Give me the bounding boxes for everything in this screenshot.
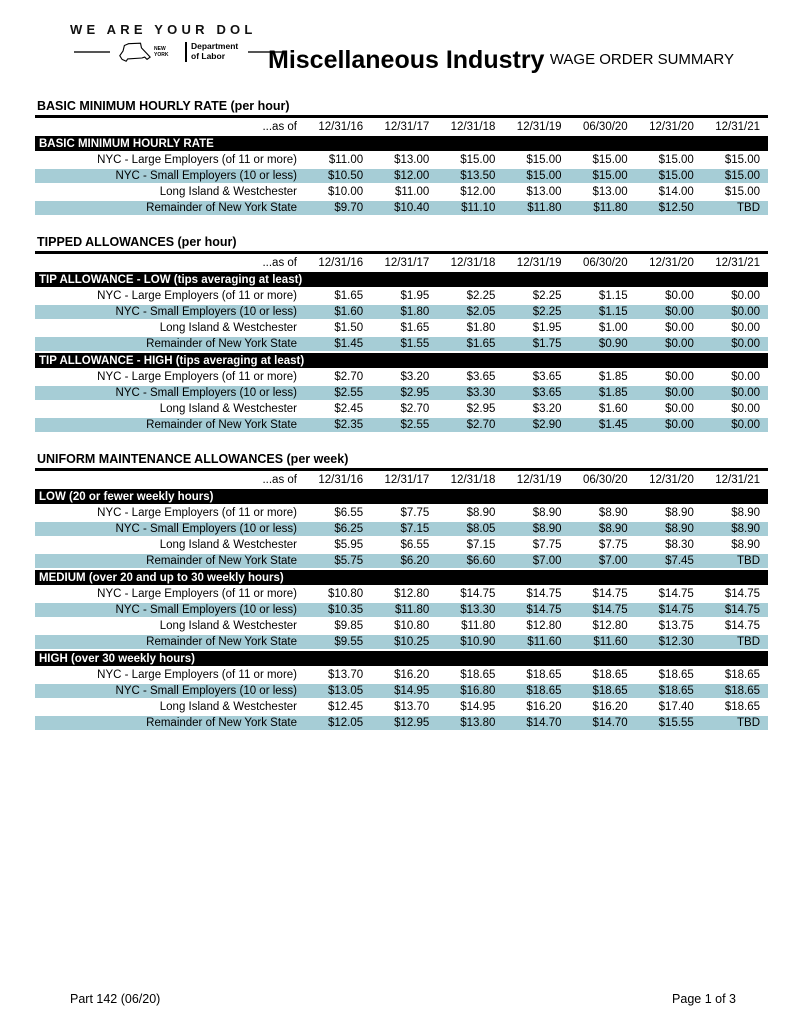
rate-value: $13.00 — [570, 185, 636, 199]
rate-value: $1.45 — [570, 418, 636, 432]
rate-value: $15.00 — [503, 169, 569, 183]
row-label: Remainder of New York State — [35, 554, 305, 568]
rate-value: $10.90 — [437, 635, 503, 649]
rate-value: $14.70 — [570, 716, 636, 730]
rate-value: $14.75 — [636, 603, 702, 617]
rate-value: $18.65 — [570, 684, 636, 698]
rate-value: $2.70 — [305, 370, 371, 384]
rate-value: $13.00 — [371, 153, 437, 167]
rate-value: $2.45 — [305, 402, 371, 416]
table-row — [35, 201, 768, 215]
rate-value: $14.75 — [503, 603, 569, 617]
rate-value: $1.45 — [305, 337, 371, 351]
category-band-row — [35, 651, 768, 666]
table-row — [35, 153, 768, 167]
rate-value: $1.00 — [570, 321, 636, 335]
rate-value: TBD — [702, 201, 768, 215]
rate-value: $12.50 — [636, 201, 702, 215]
row-label: Remainder of New York State — [35, 418, 305, 432]
rate-value: $18.65 — [702, 668, 768, 682]
rate-value: $16.20 — [503, 700, 569, 714]
rate-value: $18.65 — [503, 668, 569, 682]
date-column-header: 12/31/19 — [516, 257, 562, 269]
row-label: Remainder of New York State — [35, 716, 305, 730]
row-label: Remainder of New York State — [35, 201, 305, 215]
logo-tagline: WE ARE YOUR DOL — [70, 22, 257, 37]
rate-value: $8.90 — [702, 506, 768, 520]
rate-value: $11.60 — [570, 635, 636, 649]
rate-value: $1.65 — [371, 321, 437, 335]
date-column-header: 12/31/17 — [384, 121, 430, 133]
page-footer — [70, 992, 736, 1006]
table-row — [35, 716, 768, 730]
rate-value: $2.55 — [371, 418, 437, 432]
rate-value: $0.90 — [570, 337, 636, 351]
as-of-label: ...as of — [262, 257, 297, 269]
table-row — [35, 305, 768, 319]
rate-value: $11.80 — [371, 603, 437, 617]
row-label: NYC - Large Employers (of 11 or more) — [35, 587, 305, 601]
rate-value: $7.75 — [371, 506, 437, 520]
rate-value: $0.00 — [702, 418, 768, 432]
category-band-row — [35, 272, 768, 287]
table-row — [35, 522, 768, 536]
date-column-header: 06/30/20 — [582, 121, 628, 133]
sections-container — [35, 99, 768, 750]
category-band-label: BASIC MINIMUM HOURLY RATE — [35, 136, 768, 151]
rate-value: $6.20 — [371, 554, 437, 568]
rate-value: $2.90 — [503, 418, 569, 432]
rate-value: $1.60 — [305, 305, 371, 319]
rate-value: $11.60 — [503, 635, 569, 649]
rate-value: $8.30 — [636, 538, 702, 552]
rate-value: $1.15 — [570, 289, 636, 303]
rate-value: $10.40 — [371, 201, 437, 215]
rate-value: $11.80 — [437, 619, 503, 633]
rate-value: $15.55 — [636, 716, 702, 730]
rate-value: $15.00 — [570, 169, 636, 183]
logo-divider — [185, 42, 187, 62]
rate-value: $7.75 — [503, 538, 569, 552]
rate-value: $1.75 — [503, 337, 569, 351]
rate-value: $1.85 — [570, 370, 636, 384]
rate-value: $15.00 — [702, 153, 768, 167]
rate-value: $18.65 — [702, 684, 768, 698]
row-label: NYC - Large Employers (of 11 or more) — [35, 153, 305, 167]
date-column-header: 12/31/16 — [318, 474, 364, 486]
rate-value: $1.55 — [371, 337, 437, 351]
as-of-label: ...as of — [262, 121, 297, 133]
rate-value: $13.80 — [437, 716, 503, 730]
rate-value: $15.00 — [570, 153, 636, 167]
rate-value: $8.90 — [702, 522, 768, 536]
category-band-label: TIP ALLOWANCE - HIGH (tips averaging at least) — [35, 353, 768, 368]
rate-value: $1.65 — [305, 289, 371, 303]
rate-value: $10.80 — [371, 619, 437, 633]
section-title: TIPPED ALLOWANCES (per hour) — [37, 235, 237, 249]
rate-value: $15.00 — [702, 185, 768, 199]
rate-value: $14.75 — [570, 587, 636, 601]
table-row — [35, 635, 768, 649]
rate-value: $11.00 — [305, 153, 371, 167]
logo-department-label — [191, 42, 238, 62]
footer-part-number: Part 142 (06/20) — [70, 992, 161, 1006]
row-label: NYC - Small Employers (10 or less) — [35, 386, 305, 400]
rate-value: $2.05 — [437, 305, 503, 319]
rate-value: $12.30 — [636, 635, 702, 649]
date-column-header: 12/31/18 — [450, 257, 496, 269]
rate-value: $8.90 — [636, 506, 702, 520]
rate-value: $8.90 — [570, 506, 636, 520]
wage-table — [35, 471, 768, 732]
rate-value: $8.90 — [503, 506, 569, 520]
table-row — [35, 418, 768, 432]
category-band-label: LOW (20 or fewer weekly hours) — [35, 489, 768, 504]
rate-value: TBD — [702, 554, 768, 568]
rate-value: $3.65 — [437, 370, 503, 384]
rate-value: $12.95 — [371, 716, 437, 730]
rate-value: $6.60 — [437, 554, 503, 568]
rate-value: $15.00 — [636, 153, 702, 167]
row-label: NYC - Large Employers (of 11 or more) — [35, 506, 305, 520]
rate-value: $12.45 — [305, 700, 371, 714]
as-of-label: ...as of — [262, 474, 297, 486]
rate-value: $8.90 — [570, 522, 636, 536]
rate-value: $0.00 — [636, 370, 702, 384]
row-label: NYC - Small Employers (10 or less) — [35, 684, 305, 698]
section-title: UNIFORM MAINTENANCE ALLOWANCES (per week) — [37, 452, 349, 466]
row-label: NYC - Large Employers (of 11 or more) — [35, 289, 305, 303]
row-label: Remainder of New York State — [35, 635, 305, 649]
rate-value: $18.65 — [437, 668, 503, 682]
rate-value: $0.00 — [702, 321, 768, 335]
table-row — [35, 668, 768, 682]
rate-value: $7.45 — [636, 554, 702, 568]
rate-value: $12.00 — [371, 169, 437, 183]
date-column-header: 12/31/19 — [516, 474, 562, 486]
rate-value: $8.90 — [437, 506, 503, 520]
rate-value: $13.70 — [371, 700, 437, 714]
rate-value: $10.35 — [305, 603, 371, 617]
rate-value: $3.20 — [503, 402, 569, 416]
row-label: Long Island & Westchester — [35, 538, 305, 552]
logo-state-label-text: NEW YORK — [154, 45, 169, 58]
rate-value: $16.80 — [437, 684, 503, 698]
rate-value: $14.75 — [702, 619, 768, 633]
rate-value: $2.70 — [371, 402, 437, 416]
rate-value: $18.65 — [636, 684, 702, 698]
rate-value: $13.05 — [305, 684, 371, 698]
rate-value: $10.25 — [371, 635, 437, 649]
table-row — [35, 603, 768, 617]
table-row — [35, 370, 768, 384]
logo-state-label — [154, 46, 181, 59]
rate-value: $6.25 — [305, 522, 371, 536]
rate-value: $8.05 — [437, 522, 503, 536]
table-row — [35, 619, 768, 633]
rate-value: $2.70 — [437, 418, 503, 432]
rate-value: $11.00 — [371, 185, 437, 199]
date-column-header: 06/30/20 — [582, 474, 628, 486]
rate-value: TBD — [702, 716, 768, 730]
table-row — [35, 587, 768, 601]
row-label: Long Island & Westchester — [35, 185, 305, 199]
date-column-header: 12/31/18 — [450, 474, 496, 486]
rate-value: $18.65 — [702, 700, 768, 714]
rate-value: $13.70 — [305, 668, 371, 682]
rate-value: $14.75 — [636, 587, 702, 601]
rate-value: $1.85 — [570, 386, 636, 400]
row-label: Long Island & Westchester — [35, 700, 305, 714]
category-band-row — [35, 489, 768, 504]
rate-value: $17.40 — [636, 700, 702, 714]
rate-value: $5.95 — [305, 538, 371, 552]
ny-state-icon — [118, 40, 152, 64]
rate-value: $0.00 — [636, 418, 702, 432]
rate-value: $10.50 — [305, 169, 371, 183]
date-column-header: 12/31/19 — [516, 121, 562, 133]
table-row — [35, 538, 768, 552]
rate-value: $2.55 — [305, 386, 371, 400]
row-label: NYC - Small Employers (10 or less) — [35, 305, 305, 319]
rate-value: $1.60 — [570, 402, 636, 416]
rate-value: $0.00 — [702, 289, 768, 303]
rate-value: TBD — [702, 635, 768, 649]
rate-value: $3.20 — [371, 370, 437, 384]
row-label: Long Island & Westchester — [35, 321, 305, 335]
table-row — [35, 684, 768, 698]
date-column-header: 12/31/21 — [715, 121, 760, 133]
rate-value: $3.65 — [503, 386, 569, 400]
rate-value: $15.00 — [437, 153, 503, 167]
table-row — [35, 289, 768, 303]
row-label: NYC - Small Employers (10 or less) — [35, 522, 305, 536]
rate-value: $1.50 — [305, 321, 371, 335]
rate-value: $0.00 — [636, 386, 702, 400]
rate-value: $1.65 — [437, 337, 503, 351]
rate-value: $14.75 — [437, 587, 503, 601]
date-column-header: 12/31/16 — [318, 257, 364, 269]
rate-value: $14.00 — [636, 185, 702, 199]
date-header-row — [35, 473, 768, 487]
rate-value: $15.00 — [636, 169, 702, 183]
table-row — [35, 386, 768, 400]
rate-value: $1.80 — [437, 321, 503, 335]
rate-value: $14.95 — [437, 700, 503, 714]
row-label: NYC - Small Employers (10 or less) — [35, 603, 305, 617]
logo-department-line1: Department — [191, 41, 239, 52]
category-band-label: MEDIUM (over 20 and up to 30 weekly hours) — [35, 570, 768, 585]
table-row — [35, 554, 768, 568]
dol-logo — [70, 22, 284, 64]
rate-value: $7.00 — [503, 554, 569, 568]
category-band-label: TIP ALLOWANCE - LOW (tips averaging at least) — [35, 272, 768, 287]
rate-value: $0.00 — [636, 289, 702, 303]
rate-value: $13.50 — [437, 169, 503, 183]
table-row — [35, 169, 768, 183]
rate-value: $1.95 — [503, 321, 569, 335]
rate-value: $14.75 — [570, 603, 636, 617]
rate-value: $11.10 — [437, 201, 503, 215]
rate-value: $1.15 — [570, 305, 636, 319]
document-subtitle: WAGE ORDER SUMMARY — [549, 51, 734, 68]
rate-value: $13.75 — [636, 619, 702, 633]
category-band-row — [35, 136, 768, 151]
rate-value: $9.85 — [305, 619, 371, 633]
rate-value: $2.25 — [503, 305, 569, 319]
rate-value: $1.95 — [371, 289, 437, 303]
date-column-header: 12/31/17 — [384, 474, 430, 486]
rate-value: $12.80 — [371, 587, 437, 601]
wage-section — [35, 452, 768, 732]
rate-value: $8.90 — [702, 538, 768, 552]
rate-value: $12.80 — [570, 619, 636, 633]
wage-table — [35, 254, 768, 434]
table-row — [35, 402, 768, 416]
rate-value: $3.30 — [437, 386, 503, 400]
rate-value: $14.75 — [503, 587, 569, 601]
rate-value: $12.00 — [437, 185, 503, 199]
date-column-header: 12/31/20 — [649, 257, 694, 269]
rate-value: $12.05 — [305, 716, 371, 730]
logo-row — [74, 40, 284, 64]
row-label: NYC - Small Employers (10 or less) — [35, 169, 305, 183]
rate-value: $15.00 — [503, 153, 569, 167]
rate-value: $0.00 — [636, 337, 702, 351]
rate-value: $14.75 — [702, 587, 768, 601]
rate-value: $0.00 — [702, 305, 768, 319]
rate-value: $14.95 — [371, 684, 437, 698]
category-band-row — [35, 353, 768, 368]
rate-value: $18.65 — [570, 668, 636, 682]
wage-table — [35, 118, 768, 217]
date-column-header: 12/31/20 — [649, 121, 694, 133]
rate-value: $0.00 — [702, 386, 768, 400]
row-label: NYC - Large Employers (of 11 or more) — [35, 370, 305, 384]
rate-value: $10.00 — [305, 185, 371, 199]
date-column-header: 12/31/21 — [715, 257, 760, 269]
rate-value: $5.75 — [305, 554, 371, 568]
rate-value: $2.95 — [371, 386, 437, 400]
rate-value: $9.70 — [305, 201, 371, 215]
table-row — [35, 185, 768, 199]
rate-value: $11.80 — [503, 201, 569, 215]
rate-value: $11.80 — [570, 201, 636, 215]
rate-value: $10.80 — [305, 587, 371, 601]
row-label: Long Island & Westchester — [35, 619, 305, 633]
rate-value: $15.00 — [702, 169, 768, 183]
rate-value: $0.00 — [702, 402, 768, 416]
date-column-header: 12/31/21 — [715, 474, 760, 486]
rate-value: $7.15 — [437, 538, 503, 552]
rate-value: $9.55 — [305, 635, 371, 649]
rate-value: $2.25 — [437, 289, 503, 303]
table-row — [35, 700, 768, 714]
rate-value: $18.65 — [503, 684, 569, 698]
row-label: NYC - Large Employers (of 11 or more) — [35, 668, 305, 682]
document-title: Miscellaneous Industry — [268, 46, 545, 74]
category-band-label: HIGH (over 30 weekly hours) — [35, 651, 768, 666]
rate-value: $13.00 — [503, 185, 569, 199]
logo-left-rule — [74, 51, 110, 53]
date-column-header: 06/30/20 — [582, 257, 628, 269]
rate-value: $14.75 — [702, 603, 768, 617]
date-column-header: 12/31/17 — [384, 257, 430, 269]
section-title: BASIC MINIMUM HOURLY RATE (per hour) — [37, 99, 290, 113]
footer-page-number: Page 1 of 3 — [672, 992, 736, 1006]
rate-value: $7.15 — [371, 522, 437, 536]
date-column-header: 12/31/18 — [450, 121, 496, 133]
table-row — [35, 321, 768, 335]
rate-value: $6.55 — [305, 506, 371, 520]
rate-value: $0.00 — [636, 402, 702, 416]
rate-value: $18.65 — [636, 668, 702, 682]
rate-value: $16.20 — [371, 668, 437, 682]
rate-value: $12.80 — [503, 619, 569, 633]
rate-value: $0.00 — [702, 337, 768, 351]
logo-department-line2: of Labor — [191, 51, 225, 61]
page-header — [0, 20, 800, 92]
rate-value: $0.00 — [636, 305, 702, 319]
rate-value: $2.95 — [437, 402, 503, 416]
rate-value: $6.55 — [371, 538, 437, 552]
row-label: Remainder of New York State — [35, 337, 305, 351]
rate-value: $2.25 — [503, 289, 569, 303]
rate-value: $14.70 — [503, 716, 569, 730]
rate-value: $8.90 — [636, 522, 702, 536]
date-column-header: 12/31/16 — [318, 121, 364, 133]
wage-section — [35, 99, 768, 217]
date-column-header: 12/31/20 — [649, 474, 694, 486]
rate-value: $0.00 — [636, 321, 702, 335]
date-header-row — [35, 120, 768, 134]
rate-value: $7.00 — [570, 554, 636, 568]
rate-value: $0.00 — [702, 370, 768, 384]
rate-value: $8.90 — [503, 522, 569, 536]
rate-value: $2.35 — [305, 418, 371, 432]
table-row — [35, 337, 768, 351]
table-row — [35, 506, 768, 520]
date-header-row — [35, 256, 768, 270]
rate-value: $7.75 — [570, 538, 636, 552]
category-band-row — [35, 570, 768, 585]
rate-value: $16.20 — [570, 700, 636, 714]
row-label: Long Island & Westchester — [35, 402, 305, 416]
rate-value: $3.65 — [503, 370, 569, 384]
rate-value: $13.30 — [437, 603, 503, 617]
rate-value: $1.80 — [371, 305, 437, 319]
wage-section — [35, 235, 768, 434]
